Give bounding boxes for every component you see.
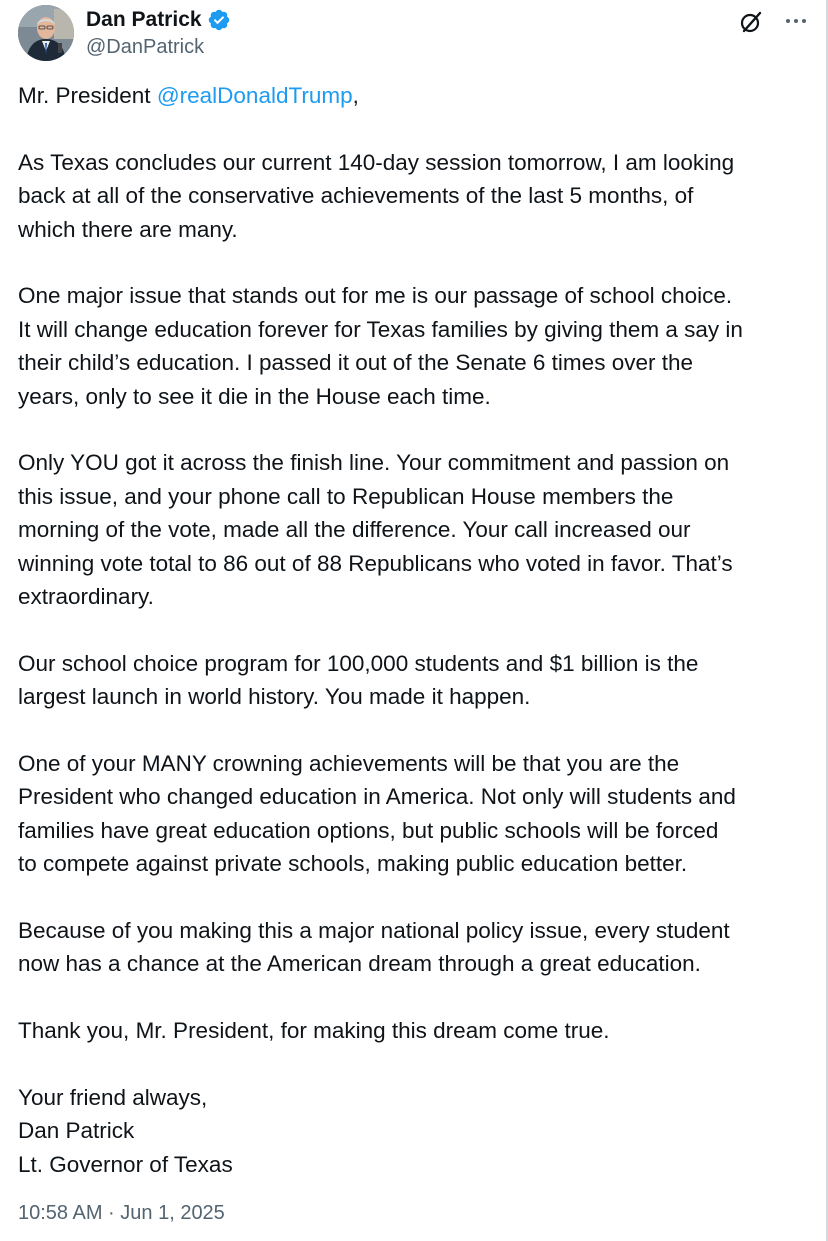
text-line: years, only to see it die in the House each time. — [18, 383, 491, 409]
signature — [18, 1081, 818, 1181]
verified-badge-icon[interactable] — [207, 8, 231, 32]
text-line: Lt. Governor of Texas — [18, 1151, 233, 1177]
name-row — [86, 7, 231, 33]
author-block — [86, 7, 231, 59]
more-options-icon[interactable] — [784, 7, 808, 35]
timestamp-link[interactable]: 10:58 AM · Jun 1, 2025 — [18, 1202, 225, 1224]
text-line: It will change education forever for Texas families by giving them a say in — [18, 316, 743, 342]
text-line: Your friend always, — [18, 1085, 208, 1111]
text-line: back at all of the conservative achievements of the last 5 months, of — [18, 183, 694, 209]
paragraph — [18, 446, 818, 613]
text-line: families have great education options, but public schools will be forced — [18, 817, 719, 843]
text-line: this issue, and your phone call to Republican House members the — [18, 483, 674, 509]
text-line: Dan Patrick — [18, 1118, 135, 1144]
handle[interactable]: @DanPatrick — [86, 36, 205, 58]
grok-icon[interactable] — [738, 9, 764, 35]
text-line: their child’s education. I passed it out of the Senate 6 times over the — [18, 350, 693, 376]
greeting-prefix: Mr. President — [18, 83, 157, 108]
text-line: extraordinary. — [18, 584, 154, 610]
text-line: One of your MANY crowning achievements will be that you are the — [18, 751, 680, 777]
tweet-text — [18, 79, 818, 1181]
paragraph — [18, 146, 818, 246]
timestamp — [18, 1202, 225, 1225]
paragraph — [18, 747, 818, 881]
greeting-suffix: , — [352, 83, 359, 108]
paragraph — [18, 647, 818, 714]
display-name[interactable]: Dan Patrick — [86, 8, 202, 31]
paragraph — [18, 914, 818, 981]
text-line: Only YOU got it across the finish line. Your commitment and passion on — [18, 450, 730, 476]
paragraph — [18, 279, 818, 413]
mention-link[interactable]: @realDonaldTrump — [156, 83, 353, 108]
text-line: President who changed education in America. Not only will students and — [18, 784, 736, 810]
text-line: which there are many. — [18, 216, 238, 242]
text-line: largest launch in world history. You made it happen. — [18, 684, 531, 710]
paragraph — [18, 1014, 818, 1047]
text-line: As Texas concludes our current 140-day session tomorrow, I am looking — [18, 149, 735, 175]
tweet-header — [18, 5, 810, 65]
text-line: One major issue that stands out for me is our passage of school choice. — [18, 283, 733, 309]
avatar[interactable] — [18, 5, 74, 61]
greeting-line — [18, 79, 818, 112]
text-line: now has a chance at the American dream through a great education. — [18, 951, 701, 977]
text-line: winning vote total to 86 out of 88 Republicans who voted in favor. That’s — [18, 550, 733, 576]
text-line: to compete against private schools, making public education better. — [18, 851, 688, 877]
text-line: Because of you making this a major national policy issue, every student — [18, 918, 730, 944]
text-line: Thank you, Mr. President, for making this dream come true. — [18, 1018, 610, 1044]
text-line: Our school choice program for 100,000 students and $1 billion is the — [18, 650, 699, 676]
text-line: morning of the vote, made all the difference. Your call increased our — [18, 517, 691, 543]
